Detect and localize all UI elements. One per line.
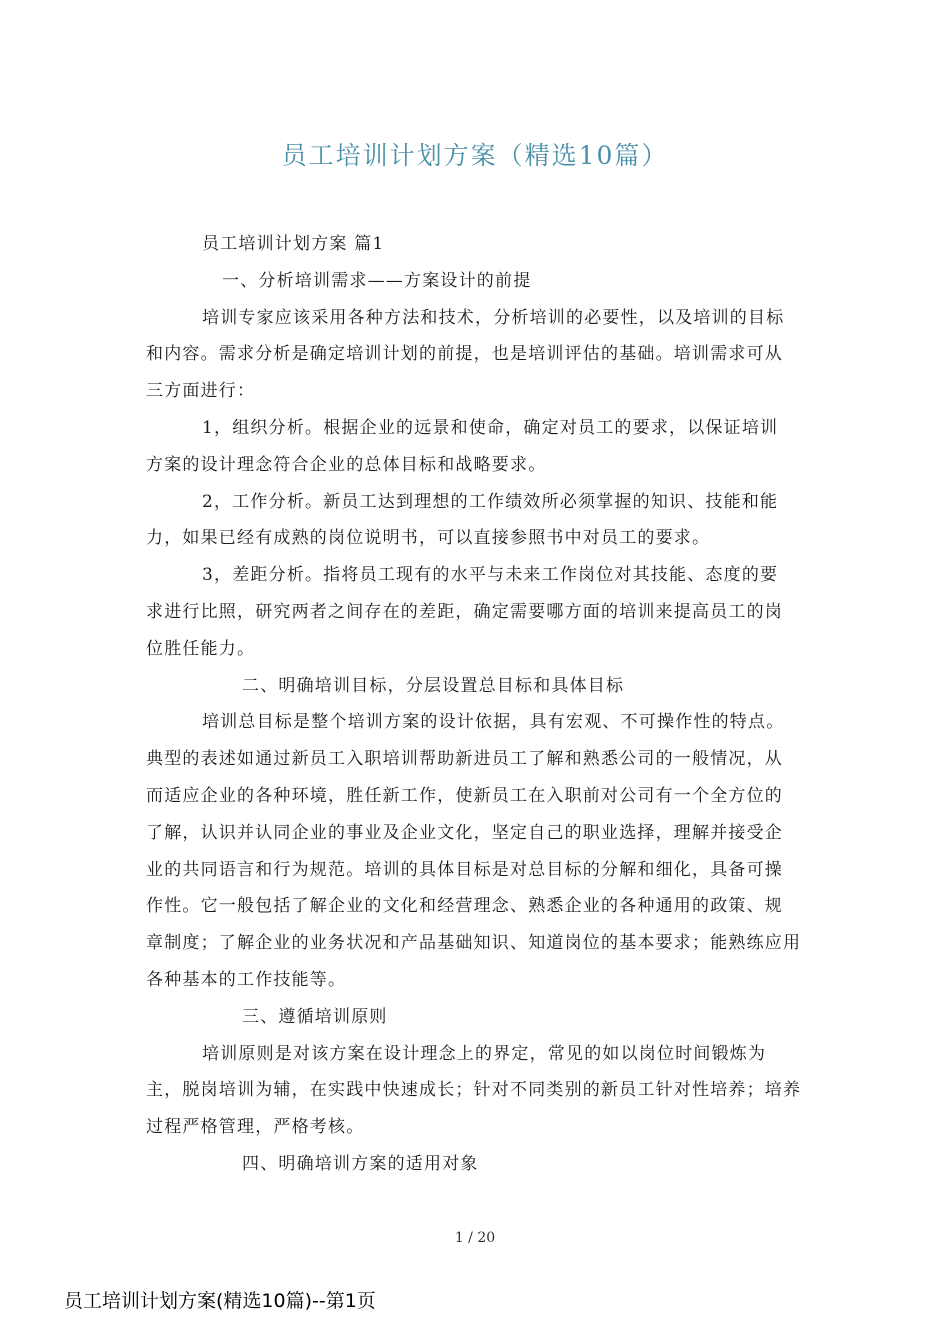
- text-line: 三、遵循培训原则: [242, 1006, 388, 1027]
- page-footer: 员工培训计划方案(精选10篇)--第1页: [64, 1290, 376, 1312]
- document-body: [146, 226, 810, 1183]
- text-line: 位胜任能力。: [146, 638, 256, 659]
- text-line: 而适应企业的各种环境，胜任新工作，使新员工在入职前对公司有一个全方位的: [146, 785, 783, 806]
- text-line: 2，工作分析。新员工达到理想的工作绩效所必须掌握的知识、技能和能: [202, 491, 779, 512]
- text-line: 求进行比照，研究两者之间存在的差距，确定需要哪方面的培训来提高员工的岗: [146, 601, 783, 622]
- text-line: 和内容。需求分析是确定培训计划的前提，也是培训评估的基础。培训需求可从: [146, 344, 783, 365]
- text-line: 培训原则是对该方案在设计理念上的界定，常见的如以岗位时间锻炼为: [202, 1043, 767, 1064]
- text-line: 过程严格管理，严格考核。: [146, 1117, 365, 1138]
- text-line: 二、明确培训目标，分层设置总目标和具体目标: [242, 675, 625, 696]
- text-line: 典型的表述如通过新员工入职培训帮助新进员工了解和熟悉公司的一般情况，从: [146, 749, 783, 770]
- text-line: 培训总目标是整个培训方案的设计依据，具有宏观、不可操作性的特点。: [202, 712, 785, 733]
- text-line: 3，差距分析。指将员工现有的水平与未来工作岗位对其技能、态度的要: [202, 565, 779, 586]
- text-line: 作性。它一般包括了解企业的文化和经营理念、熟悉企业的各种通用的政策、规: [146, 896, 783, 917]
- text-line: 1，组织分析。根据企业的远景和使命，确定对员工的要求，以保证培训: [202, 417, 779, 438]
- text-line: 章制度；了解企业的业务状况和产品基础知识、知道岗位的基本要求；能熟练应用: [146, 933, 802, 954]
- text-line: 三方面进行：: [146, 381, 256, 402]
- text-line: 主，脱岗培训为辅，在实践中快速成长；针对不同类别的新员工针对性培养；培养: [146, 1080, 802, 1101]
- text-line: 员工培训计划方案 篇1: [202, 234, 385, 254]
- text-line: 各种基本的工作技能等。: [146, 969, 347, 990]
- text-line: 了解，认识并认同企业的事业及企业文化，坚定自己的职业选择，理解并接受企: [146, 822, 783, 843]
- text-line: 业的共同语言和行为规范。培训的具体目标是对总目标的分解和细化，具备可操: [146, 859, 783, 880]
- text-line: 培训专家应该采用各种方法和技术，分析培训的必要性，以及培训的目标: [202, 307, 785, 328]
- page-number: 1 / 20: [454, 1230, 496, 1246]
- text-line: 一、分析培训需求——方案设计的前提: [222, 270, 532, 291]
- text-line: 四、明确培训方案的适用对象: [242, 1153, 479, 1174]
- document-title: 员工培训计划方案（精选10篇）: [281, 141, 669, 170]
- text-line: 方案的设计理念符合企业的总体目标和战略要求。: [146, 454, 547, 475]
- text-line: 力，如果已经有成熟的岗位说明书，可以直接参照书中对员工的要求。: [146, 528, 711, 549]
